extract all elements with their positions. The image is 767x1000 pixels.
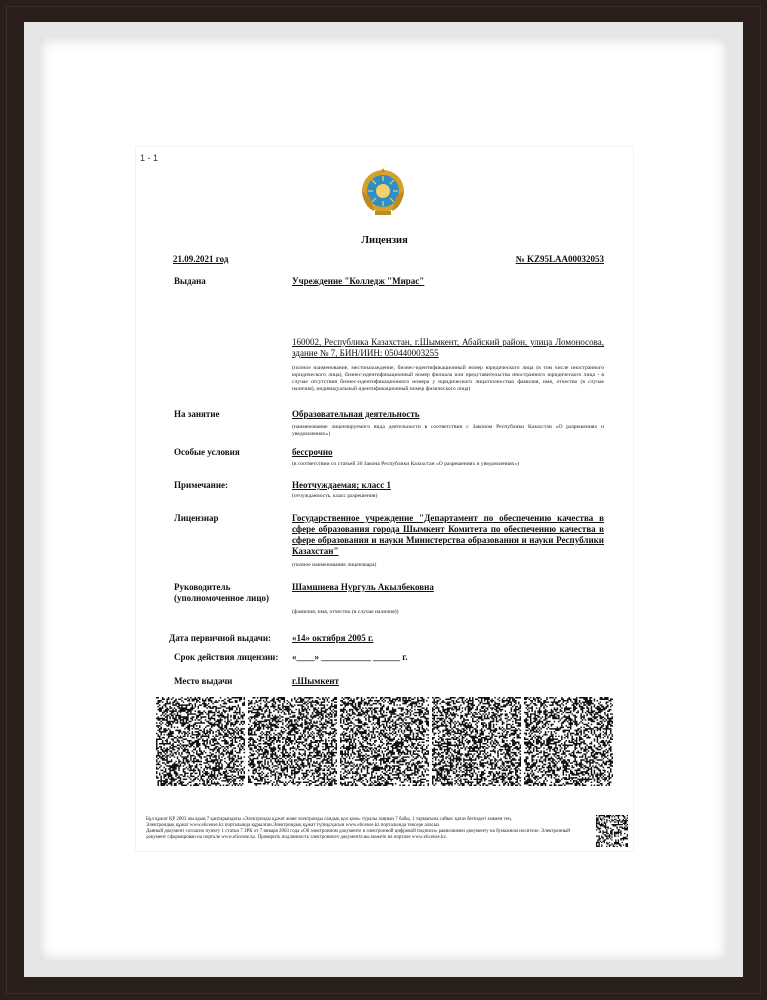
issued-to-address: 160002, Республика Казахстан, г.Шымкент, Абайский район, улица Ломоносова, здание № 7, БИН/ИИН: 050440003255: [292, 337, 604, 358]
first-issue-value: «14» октября 2005 г.: [292, 633, 374, 643]
place-value: г.Шымкент: [292, 676, 339, 686]
place-label: Место выдачи: [174, 676, 233, 686]
footer-legal-text: [146, 817, 586, 841]
page-number: 1 - 1: [140, 153, 159, 163]
head-label: [174, 582, 269, 604]
license-number: № KZ95LAA00032053: [515, 254, 604, 264]
footer-line-1: Бұл құжат ҚР 2003 жылдың 7 қаңтарындағы «Электронды құжат және электронды сандық қол қою» туралы заңның 7 бабы, 1 тармағына сәйкес қағаз бетіндегі заңмен тең.: [146, 817, 512, 822]
qr-code-row: [156, 697, 614, 787]
issued-to-name: Учреждение "Колледж "Мирас": [292, 276, 425, 286]
conditions-value: бессрочно: [292, 447, 333, 457]
qr-code: [248, 697, 337, 786]
conditions-note: (в соответствии со статьей 36 Закона Республики Казахстан «О разрешениях и уведомлениях»): [292, 461, 520, 467]
activity-label: На занятие: [174, 409, 220, 419]
licensor-note: (полное наименование лицензиара): [292, 562, 377, 568]
activity-value: Образовательная деятельность: [292, 409, 420, 419]
head-note: (фамилия, имя, отчество (в случае наличия)): [292, 609, 399, 615]
conditions-label: Особые условия: [174, 447, 240, 457]
validity-value: «____» ___________ ______ г.: [292, 652, 408, 662]
remark-note: (отчуждаемость, класс разрешения): [292, 493, 378, 499]
license-date: 21.09.2021 год: [173, 254, 229, 264]
footer-line-3: Данный документ согласно пункту 1 статьи 7 ЗРК от 7 января 2003 года «Об электронном документе и электронной цифровой подписи» равнозначен документу на бумажном носителе. Электронный документ сформирован на портале www.elicense.kz. Проверить подлинность электронного документа вы можете на портале www.elicense.kz.: [146, 829, 570, 840]
head-label-line1: Руководитель: [174, 582, 231, 592]
footer-line-2: Электрондық құжат www.elicense.kz порталында құрылған.Электрондық құжат түпнұсқасын www.elicense.kz порталында тексере аласыз.: [146, 823, 441, 828]
document-title: Лицензия: [361, 235, 408, 246]
qr-code: [340, 697, 429, 786]
remark-value: Неотчуждаемая; класс 1: [292, 480, 391, 490]
footer-qr-code: [596, 815, 628, 847]
head-label-line2: (уполномоченное лицо): [174, 593, 270, 603]
head-value: Шамшиева Нургуль Акылбековна: [292, 582, 434, 592]
validity-label: Срок действия лицензии:: [174, 652, 279, 662]
remark-label: Примечание:: [174, 480, 229, 490]
issued-to-label: Выдана: [174, 276, 206, 286]
qr-code: [156, 697, 245, 786]
first-issue-label: Дата первичной выдачи:: [169, 633, 272, 643]
license-document: [136, 147, 633, 851]
licensor-value: Государственное учреждение "Департамент по обеспечению качества в сфере образования города Шымкент Комитета по обеспечению качества в сфере образования и науки Министерства образования и науки Республики Казахстан": [292, 513, 604, 556]
kazakhstan-emblem-icon: [360, 167, 406, 217]
activity-note: (наименование лицензируемого вида деятельности в соответствии с Законом Республики Казахстан «О разрешениях и уведомлениях»): [292, 424, 604, 437]
qr-code: [432, 697, 521, 786]
issued-to-note: (полное наименование, местонахождение, бизнес-идентификационный номер юридического лица (в том числе иностранного юридического лица), бизнес-идентификационный номер филиала или представительства иностранного юридического лица - в случае отсутствия бизнес-идентификационного номера у юридического лица/полностью фамилия, имя, отчество (в случае наличия), индивидуальный идентификационный номер физического лица): [292, 365, 604, 392]
licensor-label: Лицензиар: [174, 513, 219, 523]
qr-code: [524, 697, 613, 786]
